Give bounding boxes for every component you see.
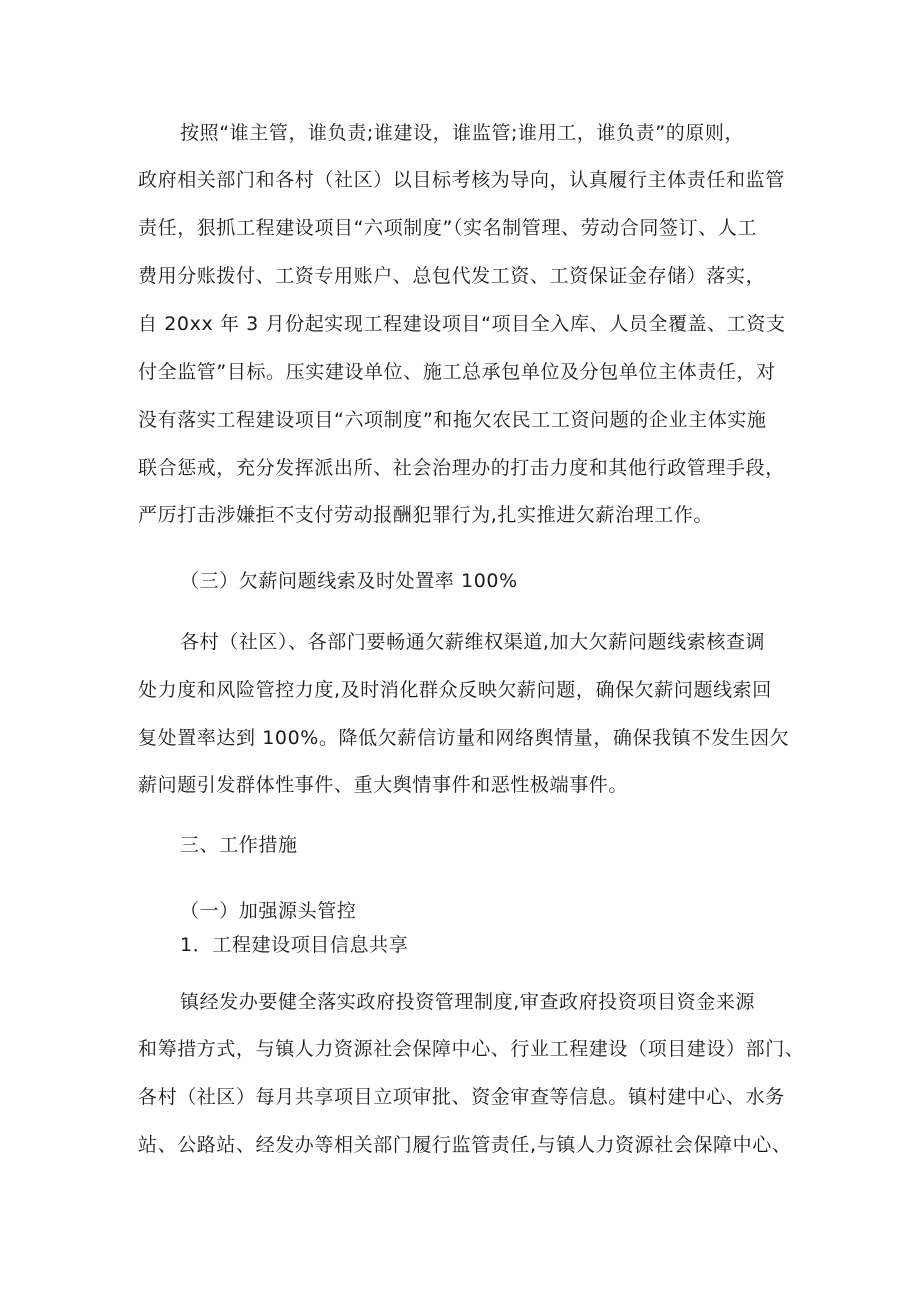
paragraph1-line-9: 严厉打击涉嫌拒不支付劳动报酬犯罪行为,扎实推进欠薪治理工作。 — [138, 504, 714, 526]
paragraph3-line-3: 各村（社区）每月共享项目立项审批、资金审查等信息。镇村建中心、水务 — [138, 1086, 785, 1108]
paragraph1-line-4: 费用分账拨付、工资专用账户、总包代发工资、工资保证金存储）落实， — [138, 265, 766, 287]
sub-heading-three: （三）欠薪问题线索及时处置率 100% — [180, 570, 518, 592]
paragraph1-line-2: 政府相关部门和各村（社区）以目标考核为导向，认真履行主体责任和监管 — [138, 169, 785, 191]
paragraph1-line-6: 付全监管”目标。压实建设单位、施工总承包单位及分包单位主体责任，对 — [138, 361, 776, 383]
paragraph1-line-8: 联合惩戒，充分发挥派出所、社会治理办的打击力度和其他行政管理手段， — [138, 457, 785, 479]
paragraph1-line-1: 按照“谁主管，谁负责;谁建设，谁监管;谁用工，谁负责”的原则， — [180, 122, 745, 144]
paragraph2-line-4: 薪问题引发群体性事件、重大舆情事件和恶性极端事件。 — [138, 774, 629, 796]
paragraph1-line-3: 责任，狠抓工程建设项目“六项制度”（实名制管理、劳动合同签订、人工 — [138, 217, 757, 239]
paragraph1-line-7: 没有落实工程建设项目“六项制度”和拖欠农民工工资问题的企业主体实施 — [138, 409, 767, 431]
paragraph3-line-4: 站、公路站、经发办等相关部门履行监管责任,与镇人力资源社会保障中心、 — [138, 1134, 792, 1156]
paragraph2-line-1: 各村（社区）、各部门要畅通欠薪维权渠道,加大欠薪问题线索核查调 — [180, 631, 766, 653]
paragraph2-line-3: 复处置率达到 100%。降低欠薪信访量和网络舆情量，确保我镇不发生因欠 — [138, 727, 790, 749]
paragraph3-line-1: 镇经发办要健全落实政府投资管理制度,审查政府投资项目资金来源 — [180, 991, 756, 1013]
paragraph2-line-2: 处力度和风险管控力度,及时消化群众反映欠薪问题，确保欠薪问题线索回 — [138, 679, 772, 701]
paragraph1-line-5: 自 20xx 年 3 月份起实现工程建设项目“项目全入库、人员全覆盖、工资支 — [138, 313, 786, 335]
sub-heading-one: （一）加强源头管控 — [180, 900, 357, 922]
item-heading-one: 1．工程建设项目信息共享 — [180, 934, 409, 956]
section-heading-three: 三、工作措施 — [180, 834, 298, 856]
paragraph3-line-2: 和筹措方式，与镇人力资源社会保障中心、行业工程建设（项目建设）部门、 — [138, 1038, 805, 1060]
